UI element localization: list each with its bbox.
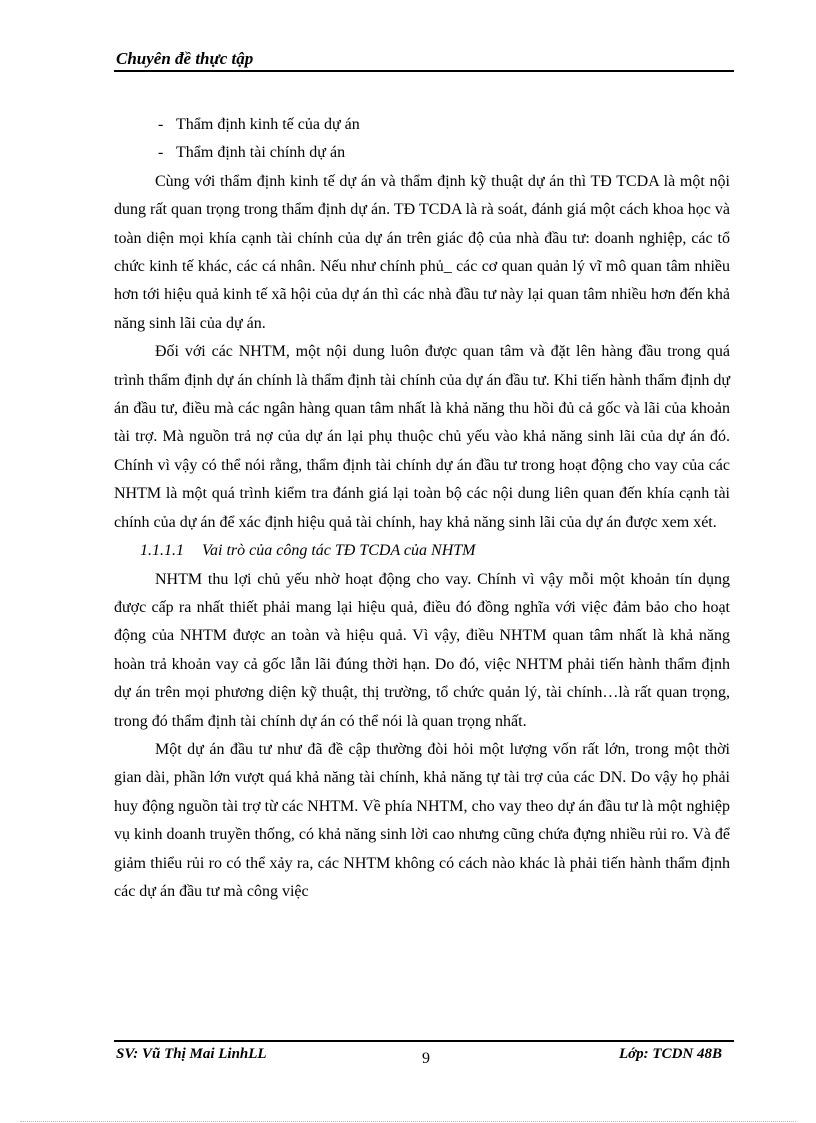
bullet-item: [114, 139, 730, 167]
bullet-text: Thẩm định tài chính dự án: [176, 144, 346, 162]
bullet-dash: -: [158, 116, 164, 133]
bullet-item: [114, 111, 730, 139]
page-number: 9: [422, 1050, 430, 1067]
subheading-title: Vai trò của công tác TĐ TCDA của NHTM: [202, 542, 476, 560]
bullet-dash: -: [158, 144, 164, 162]
subheading: [114, 537, 730, 565]
footer-rule: [114, 1040, 734, 1042]
page-break-line: [20, 1121, 796, 1122]
header-rule: [114, 70, 734, 72]
footer-student: SV: Vũ Thị Mai LinhLL: [116, 1046, 267, 1062]
paragraph: Cùng với thẩm định kinh tế dự án và thẩm định kỹ thuật dự án thì TĐ TCDA là một nội dung rất quan trọng trong thẩm định dự án. TĐ TCDA là rà soát, đánh giá một cách khoa học và toàn diện mọi khía cạnh tài chính của dự án trên giác độ của nhà đầu tư: doanh nghiệp, các tổ chức kinh tế khác, các cá nhân. Nếu như chính phủ_ các cơ quan quản lý vĩ mô quan tâm nhiều hơn tới hiệu quả kinh tế xã hội của dự án thì các nhà đầu tư này lại quan tâm nhiều hơn đến khả năng sinh lãi của dự án.: [114, 172, 730, 332]
paragraph: Một dự án đầu tư như đã đề cập thường đòi hỏi một lượng vốn rất lớn, trong một thời gian dài, phần lớn vượt quá khả năng tài chính, khả năng tự tài trợ của các DN. Do vậy họ phải huy động nguồn tài trợ từ các NHTM. Về phía NHTM, cho vay theo dự án đầu tư là một nghiệp vụ kinh doanh truyền thống, có khả năng sinh lời cao nhưng cũng chứa đựng nhiều rủi ro. Và để giảm thiểu rủi ro có thể xảy ra, các NHTM không có cách nào khác là phải tiến hành thẩm định các dự án đầu tư mà công việc: [114, 740, 730, 900]
footer-class: Lớp: TCDN 48B: [618, 1046, 722, 1062]
paragraph: NHTM thu lợi chủ yếu nhờ hoạt động cho vay. Chính vì vậy mỗi một khoản tín dụng được cấp ra nhất thiết phải mang lại hiệu quả, điều đó đồng nghĩa với việc đảm bảo cho hoạt động của NHTM được an toàn và hiệu quả. Vì vậy, điều NHTM quan tâm nhất là khả năng hoàn trả khoản vay cả gốc lẫn lãi đúng thời hạn. Do đó, việc NHTM phải tiến hành thẩm định dự án trên mọi phương diện kỹ thuật, thị trường, tổ chức quản lý, tài chính…là rất quan trọng, trong đó thẩm định tài chính dự án có thể nói là quan trọng nhất.: [114, 570, 730, 730]
paragraph: Đối với các NHTM, một nội dung luôn được quan tâm và đặt lên hàng đầu trong quá trình thẩm định dự án chính là thẩm định tài chính của dự án đầu tư. Khi tiến hành thẩm định dự án đầu tư, điều mà các ngân hàng quan tâm nhất là khả năng thu hồi đủ cả gốc và lãi của khoản tài trợ. Mà nguồn trả nợ của dự án lại phụ thuộc chủ yếu vào khả năng sinh lãi của dự án đó. Chính vì vậy có thể nói rằng, thẩm định tài chính dự án đầu tư trong hoạt động cho vay của các NHTM là một quá trình kiểm tra đánh giá lại toàn bộ các nội dung liên quan đến khía cạnh tài chính của dự án để xác định hiệu quả tài chính, hay khả năng sinh lãi của dự án được xem xét.: [114, 343, 730, 531]
bullet-text: Thẩm định kinh tế của dự án: [176, 116, 360, 133]
subheading-number: 1.1.1.1: [140, 542, 184, 560]
document-body: [114, 111, 730, 906]
header-title: Chuyên đề thực tập: [116, 49, 254, 68]
